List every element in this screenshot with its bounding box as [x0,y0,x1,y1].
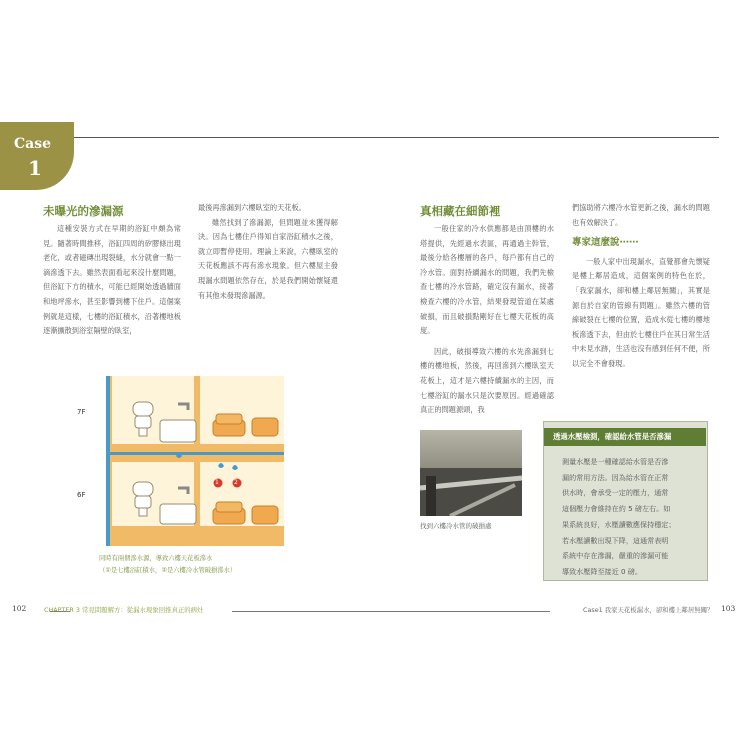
paragraph: 這種安裝方式在早期的浴缸中頗為常見。隨著時間推移，浴缸四周的矽膠條出現老化，或者磁磚出現裂縫，水分就會一點一滴滲透下去。雖然表面看起來沒什麼問題，但浴缸下方的積水，可能已經開始透過牆面和地坪滲水，甚至影響到樓下住戶。這個案例就是這樣，七樓的浴缸積水，沿著樓地板逐漸擴散到浴室隔壁的臥室， [43,224,181,336]
left-page-number: 102 [12,604,27,613]
sofa-icon-7f [213,414,245,436]
right-col2-text [572,201,710,372]
case-number: 1 [28,156,42,180]
bathtub-icon-7f [160,404,196,442]
pressure-test-text [562,454,700,580]
left-col1-text [43,222,181,339]
paragraph: 最後再滲漏到六樓臥室的天花板。 [198,203,306,212]
left-col2-text [198,201,338,303]
case-badge [0,122,74,190]
toilet-icon-6f [133,482,153,516]
building-diagram [106,376,284,546]
horizontal-pipe [106,452,284,455]
photo-caption: 找到六樓冷水管的破損處 [420,522,492,530]
case-word: Case [14,136,52,152]
paragraph: 一般住家的冷水供應都是由頂樓的水塔提供，先經過水表區，再通過主幹管，最後分給各樓層的各戶，每戶都有自己的冷水管。面對持續漏水的問題，我們先檢查七樓的冷水管路，確定沒有漏水，接著檢查六樓的冷水管，結果發現管道在某處破損，而且破損點剛好在七樓天花板的高度。 [420,224,554,336]
paragraph: 一般人家中出現漏水，直覺都會先懷疑是樓上鄰居造成，這個案例的特色在於，「我家漏水，卻和樓上鄰居無關」，其實是源自於自家的管線有問題」。雖然六樓的管線破裂在七樓的位置，造成水從七樓的樓地板滲透下去，但由於七樓住戶在其日常生活中未見水跡，生活也沒有感到任何不便，所以完全不會發現。 [572,256,710,368]
pressure-line: 這個壓力會維持在約 5 磅左右。如 [562,504,671,514]
right-page-number: 103 [721,604,736,613]
right-heading: 真相藏在細節裡 [420,204,501,218]
pressure-line: 測量水壓是一種確認給水管是否滲 [562,457,669,466]
chair-icon-7f [252,418,278,436]
left-chapter-title: CHAPTER 3 常見問題解方：從漏水現象回推真正的病灶 [44,606,204,614]
diagram-caption [99,553,299,577]
pressure-line: 果系統良好，水壓讀數應保持穩定； [562,519,676,529]
sofa-icon-6f [213,502,245,524]
toilet-icon-7f [133,402,153,436]
pressure-line: 導致水壓降至接近 0 磅。 [562,566,642,576]
floor-label-6f: 6F [77,491,86,499]
floor-label-7f: 7F [77,408,86,416]
pressure-test-title: 透過水壓檢測，確認給水管是否滲漏 [544,428,706,446]
vertical-pipe [106,376,110,546]
leak-photo [420,430,522,516]
pressure-test-box [543,421,708,581]
right-chapter-title: Case1 我家天花板漏水，卻和樓上鄰居無關？ [583,606,714,614]
pressure-line: 漏的常用方法。因為給水管在正常 [562,472,669,482]
bathtub-icon-6f [160,488,196,524]
pressure-line: 供水時，會承受一定的壓力，通常 [562,488,669,498]
footer-rule-middle [232,611,550,612]
diagram-drawings [106,376,284,546]
expert-heading: 專家這麼說⋯⋯ [572,237,639,249]
pressure-line: 若水壓讀數出現下降，這通常表明 [562,535,669,545]
diagram-caption-line1: 同時有兩個滲水源，導致六樓天花板滲水 [99,555,213,562]
paragraph: 雖然找到了滲漏源，但問題並未獲得解決。因為七樓住戶得知自家浴缸積水之後，就立即暫停使用。理論上來說，六樓臥室的天花板應該不再有滲水現象。但六樓屋主發現漏水問題依然存在，於是我們開始懷疑還有其他未發現滲漏源。 [198,217,338,300]
leak-marker-1-label: 1 [215,479,219,486]
photo-image [420,430,522,516]
paragraph: 因此，破損導致六樓的水先滲漏到七樓的樓地板，然後，再回滲到六樓臥室天花板上，這才是六樓持續漏水的主因，而七樓浴缸的漏水只是次要原因。經過確認真正的問題源頭，我 [420,346,554,415]
top-rule [74,137,719,138]
diagram-caption-line2: （①是七樓浴缸積水，②是六樓冷水管破損滲水） [99,567,237,574]
pressure-line: 系統中存在滲漏，嚴重的滲漏可能 [562,551,669,561]
left-heading: 未曝光的滲漏源 [43,204,124,218]
right-col1-text [420,222,554,418]
leak-marker-2-label: 2 [234,479,238,486]
chair-icon-6f [252,506,278,524]
paragraph: 們協助將六樓冷水管更新之後，漏水的問題也有效解決了。 [572,203,710,227]
